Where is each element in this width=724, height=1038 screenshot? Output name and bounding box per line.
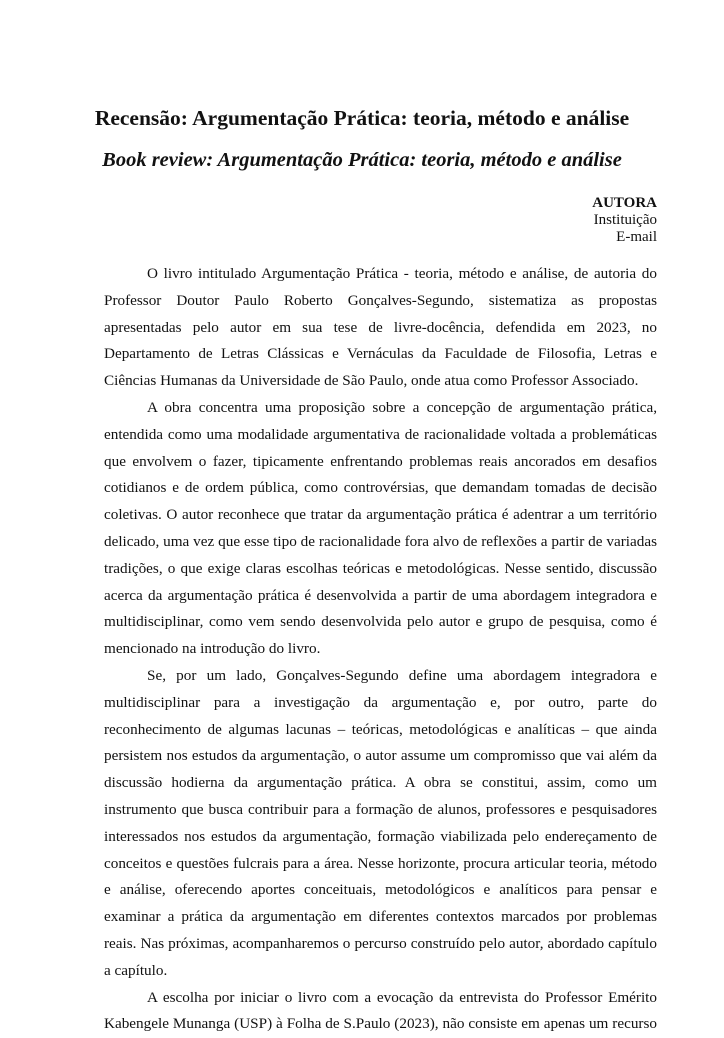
body-text — [104, 261, 657, 1038]
paragraph: A escolha por iniciar o livro com a evocação da entrevista do Professor Emérito Kabengele Munanga (USP) à Folha de S.Paulo (2023), não consiste em apenas um recurso — [104, 988, 657, 1033]
paragraph: O livro intitulado Argumentação Prática - teoria, método e análise, de autoria do Professor Doutor Paulo Roberto Gonçalves-Segundo, sistematiza as propostas apresentadas pelo autor em sua tese de livre-docência, defendida em 2023, no Departamento de Letras Clássicas e Vernáculas da Faculdade de Filosofia, Letras e Ciências Humanas da Universidade de São Paulo, onde atua como Professor Associado. — [104, 265, 657, 390]
paragraph: Se, por um lado, Gonçalves-Segundo define uma abordagem integradora e multidisciplinar para a investigação da argumentação e, por outro, parte do reconhecimento de algumas lacunas – teóricas, metodológicas e analíticas – que ainda persistem nos estudos da argumentação, o autor assume um compromisso que vai além da discussão hodierna da argumentação prática. A obra se constitui, assim, como um instrumento que busca contribuir para a formação de alunos, professores e pesquisadores interessados nos estudos da argumentação, formação viabilizada pelo endereçamento de conceitos e questões fulcrais para a área. Nesse horizonte, procura articular teoria, método e análise, oferecendo aportes conceituais, metodológicos e analíticos para pensar e examinar a prática da argumentação em diferentes contextos marcados por problemas reais. Nas próximas, acompanharemos o percurso construído pelo autor, abordado capítulo a capítulo. — [104, 666, 657, 979]
author-block — [592, 195, 657, 246]
paragraph: A obra concentra uma proposição sobre a concepção de argumentação prática, entendida como uma modalidade argumentativa de racionalidade voltada a problemáticas que envolvem o fazer, tipicamente enfrentando problemas reais ancorados em desafios cotidianos e de ordem pública, como controvérsias, que demandam tomadas de decisão coletivas. O autor reconhece que tratar da argumentação prática é adentrar a um território delicado, uma vez que esse tipo de racionalidade fora alvo de reflexões a partir de variadas tradições, o que exige claras escolhas teóricas e metodológicas. Nesse sentido, discussão acerca da argumentação prática é desenvolvida a partir de uma abordagem integradora e multidisciplinar, como vem sendo desenvolvida pelo autor e grupo de pesquisa, como é mencionado na introdução do livro. — [104, 398, 657, 658]
author-institution: Instituição — [593, 212, 657, 228]
document-title: Recensão: Argumentação Prática: teoria, método e análise — [94, 106, 630, 130]
author-email: E-mail — [616, 229, 657, 245]
author-name: AUTORA — [592, 195, 657, 211]
document-subtitle: Book review: Argumentação Prática: teoria, método e análise — [102, 149, 622, 171]
